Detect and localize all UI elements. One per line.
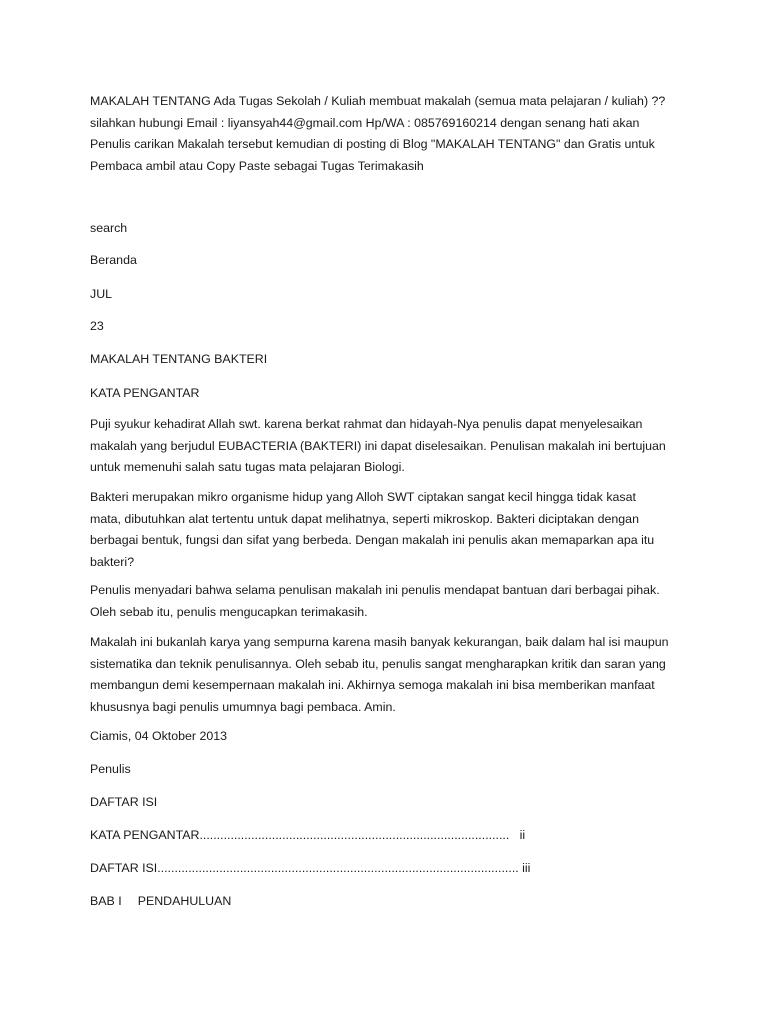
toc-entry: KATA PENGANTAR.......................................................................................... ii <box>90 828 526 842</box>
body-paragraph <box>90 414 690 479</box>
paragraph-line: berbagai bentuk, fungsi dan sifat yang berbeda. Dengan makalah ini penulis akan memaparkan apa itu <box>90 533 655 547</box>
paragraph-line: makalah yang berjudul EUBACTERIA (BAKTERI) ini dapat diselesaikan. Penulisan makalah ini bertujuan <box>90 438 666 453</box>
paragraph-line: Makalah ini bukanlah karya yang sempurna karena masih banyak kekurangan, baik dalam hal isi maupun <box>90 635 669 649</box>
paragraph-line: Penulis menyadari bahwa selama penulisan makalah ini penulis mendapat bantuan dari berbagai pihak. <box>90 583 660 597</box>
signature-place-date: Ciamis, 04 Oktober 2013 <box>90 729 228 743</box>
search-link[interactable]: search <box>90 221 128 235</box>
header-notice-line: MAKALAH TENTANG Ada Tugas Sekolah / Kuliah membuat makalah (semua mata pelajaran / kuliah) ?? <box>90 94 666 108</box>
paragraph-line: bakteri? <box>90 554 135 569</box>
section-heading: KATA PENGANTAR <box>90 386 200 400</box>
paragraph-line: untuk memenuhi salah satu tugas mata pelajaran Biologi. <box>90 460 405 474</box>
toc-chapter <box>90 891 690 913</box>
paragraph-line: khususnya bagi penulis umumnya bagi pembaca. Amin. <box>90 699 396 714</box>
home-link[interactable]: Beranda <box>90 253 137 267</box>
paragraph-line: mata, dibutuhkan alat tertentu untuk dapat melihatnya, seperti mikroskop. Bakteri diciptakan dengan <box>90 511 639 526</box>
paragraph-line: Oleh sebab itu, penulis mengucapkan terimakasih. <box>90 604 368 619</box>
signature-role: Penulis <box>90 762 131 776</box>
body-paragraph <box>90 580 690 623</box>
post-date-month: JUL <box>90 287 113 301</box>
paragraph-line: Bakteri merupakan mikro organisme hidup yang Alloh SWT ciptakan sangat kecil hingga tidak kasat <box>90 490 636 504</box>
toc-chapter-title: PENDAHULUAN <box>137 894 232 908</box>
toc-entry: DAFTAR ISI......................................................................................................... iii <box>90 861 531 875</box>
toc-chapter-label: BAB I <box>90 894 122 908</box>
header-notice-line: silahkan hubungi Email : liyansyah44@gmail.com Hp/WA : 085769160214 dengan senang hati akan <box>90 115 640 130</box>
header-notice <box>90 91 690 177</box>
paragraph-line: Puji syukur kehadirat Allah swt. karena berkat rahmat dan hidayah-Nya penulis dapat menyelesaikan <box>90 417 643 431</box>
paragraph-line: sistematika dan teknik penulisannya. Oleh sebab itu, penulis sangat mengharapkan kritik dan saran yang <box>90 656 666 671</box>
body-paragraph <box>90 487 690 573</box>
post-title: MAKALAH TENTANG BAKTERI <box>90 352 268 366</box>
body-paragraph <box>90 632 690 718</box>
header-notice-line: Pembaca ambil atau Copy Paste sebagai Tugas Terimakasih <box>90 158 424 173</box>
post-date-day: 23 <box>90 319 104 333</box>
paragraph-line: membangun demi kesempernaan makalah ini. Akhirnya semoga makalah ini bisa memberikan manfaat <box>90 678 655 692</box>
toc-heading: DAFTAR ISI <box>90 795 158 809</box>
header-notice-line: Penulis carikan Makalah tersebut kemudian di posting di Blog "MAKALAH TENTANG" dan Gratis untuk <box>90 137 655 151</box>
